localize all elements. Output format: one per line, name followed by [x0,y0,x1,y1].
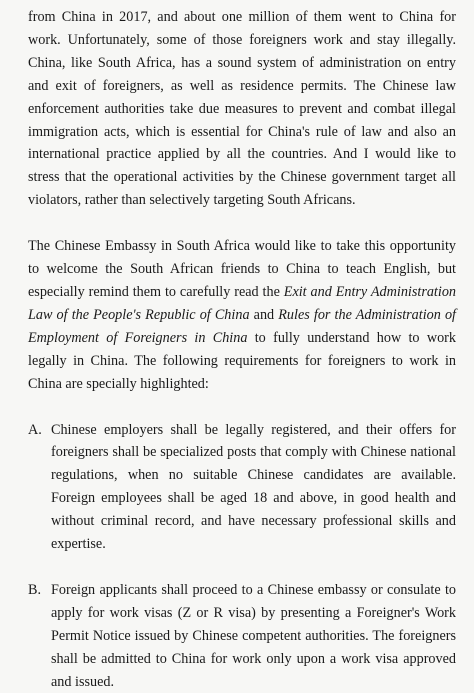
paragraph-embassy-text-3: to fully understand how to work legally in China. The following requirements for foreigners to work in China are specially highlighted: [28,329,456,392]
paragraph-embassy-text-2: and [249,306,279,323]
paragraph-embassy-welcome [28,235,456,395]
item-marker-a: A. [28,421,42,438]
requirement-item-b [28,579,456,693]
spacer [28,396,456,419]
paragraph-embassy-text-1: The Chinese Embassy in South Africa would like to take this opportunity to welcome the South African friends to China to teach English, but especially remind them to carefully read the [28,238,456,300]
requirement-item-a [28,419,456,556]
document-page [28,6,456,693]
item-marker-b: B. [28,581,42,598]
item-text-a: Chinese employers shall be legally registered, and their offers for foreigners shall be specialized posts that comply with Chinese national regulations, when no suitable Chinese candidates are available. Foreign employees shall be aged 18 and above, in good health and without criminal record, and have necessary professional skills and expertise. [51,421,456,553]
exit-entry-law-title: Exit and Entry Administration Law of the People's Republic of China [28,283,457,323]
spacer [28,556,456,579]
paragraph-foreigners-work: from China in 2017, and about one million of them went to China for work. Unfortunately, some of those foreigners work and stay illegally. China, like South Africa, has a sound system of administration on entry and exit of foreigners, as well as residence permits. The Chinese law enforcement authorities take due measures to prevent and combat illegal immigration acts, which is essential for China's rule of law and also an international practice applied by all the countries. And I would like to stress that the operational activities by the Chinese government target all violators, rather than selectively targeting South Africans. [28,9,456,209]
item-text-b: Foreign applicants shall proceed to a Chinese embassy or consulate to apply for work visas (Z or R visa) by presenting a Foreigner's Work Permit Notice issued by Chinese competent authorities. The foreigners shall be admitted to China for work only upon a work visa approved and issued. [51,581,456,690]
employment-rules-title: Rules for the Administration of Employment of Foreigners in China [28,306,456,346]
